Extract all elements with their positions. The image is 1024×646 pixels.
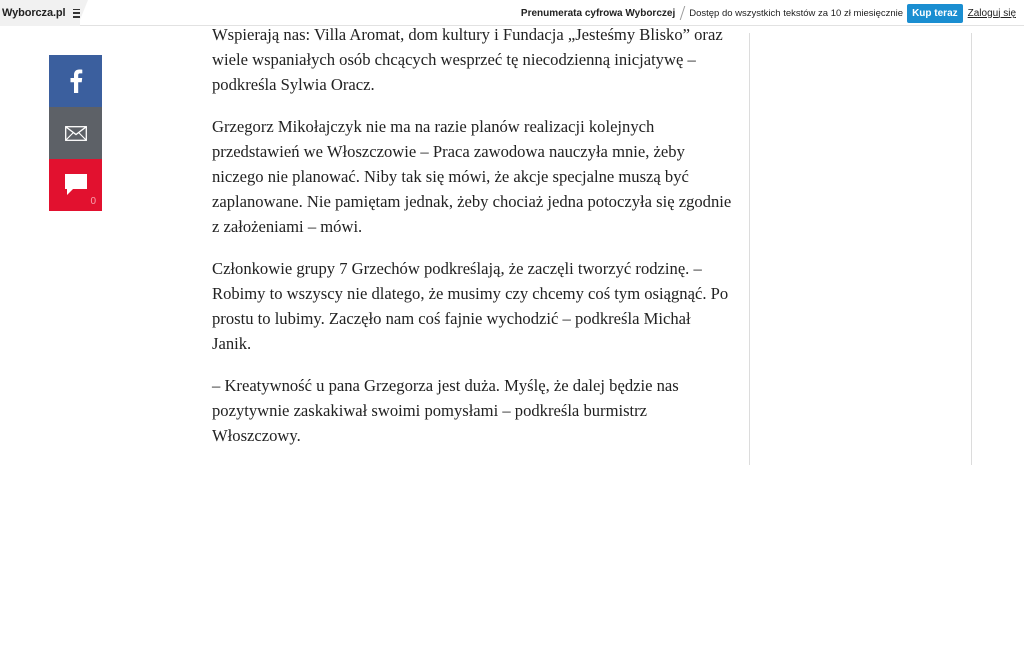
article-paragraph: Wspierają nas: Villa Aromat, dom kultury i Fundacja „Jesteśmy Blisko” oraz wiele wspaniałych osób chcących wesprzeć tę niecodzienną inicjatywę – podkreśla Sylwia Oracz. xyxy=(212,25,723,94)
speech-bubble-icon xyxy=(64,173,88,197)
sidebar-divider-right xyxy=(971,33,972,465)
article-paragraph: – Kreatywność u pana Grzegorza jest duża. Myślę, że dalej będzie nas pozytywnie zaskakiwał swoimi pomysłami – podkreśla burmistrz Włoszczowy. xyxy=(212,376,679,445)
buy-now-button[interactable]: Kup teraz xyxy=(907,4,963,23)
article-paragraph: Grzegorz Mikołajczyk nie ma na razie planów realizacji kolejnych przedstawień we Włoszczowie – Praca zawodowa nauczyła mnie, żeby niczego nie planować. Niby tak się mówi, że akcje specjalne muszą być zaplanowane. Nie pamiętam jednak, żeby chociaż jedna potoczyła się zgodnie z założeniami – mówi. xyxy=(212,117,732,236)
comments-button[interactable] xyxy=(49,159,102,211)
email-share-button[interactable] xyxy=(49,107,102,159)
article-paragraph: Członkowie grupy 7 Grzechów podkreślają, że zaczęli tworzyć rodzinę. – Robimy to wszyscy nie dlatego, że musimy czy chcemy coś tym osiągnąć. Po prostu to lubimy. Zaczęło nam coś fajnie wychodzić – podkreśla Michał Janik. xyxy=(212,259,729,353)
article-body xyxy=(212,22,732,465)
hamburger-menu-icon[interactable] xyxy=(73,9,81,18)
login-link[interactable]: Zaloguj się xyxy=(967,7,1016,19)
sidebar-divider-left xyxy=(749,33,750,465)
promo-description[interactable]: Dostęp do wszystkich tekstów za 10 zł miesięcznie xyxy=(689,7,904,19)
promo-divider xyxy=(680,6,686,20)
facebook-share-button[interactable] xyxy=(49,55,102,107)
share-bar xyxy=(49,55,102,211)
promo-title[interactable]: Prenumerata cyfrowa Wyborczej xyxy=(520,7,676,19)
envelope-icon xyxy=(65,126,87,141)
brand-logo[interactable]: Wyborcza.pl xyxy=(2,7,66,19)
facebook-icon xyxy=(69,69,83,93)
comments-count: 0 xyxy=(90,196,96,207)
